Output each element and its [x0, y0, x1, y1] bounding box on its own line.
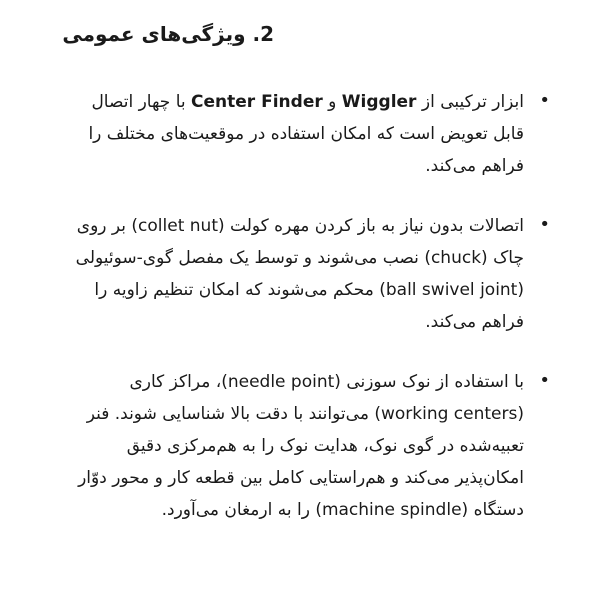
section-heading: 2. ویژگی‌های عمومی — [62, 22, 274, 46]
bullet-text: با استفاده از نوک سوزنی (needle point)، مراکز کاری (working centers) می‌توانند با دقت بالا شناسایی شوند. فنر تعبیه‌شده در گوی نوک، هدایت نوک را به هم‌مرکزی دقیق امکان‌پذیر می‌کند و هم‌راستایی کامل بین قطعه کار و محور دوّار دستگاه (machine spindle) را به ارمغان می‌آورد. — [78, 372, 524, 520]
bullet-icon: • — [539, 214, 550, 235]
feature-list — [74, 86, 550, 554]
bullet-text-part: با چهار اتصال قابل تعویض است که امکان استفاده در موقعیت‌های مختلف را فراهم می‌کند. — [88, 92, 524, 176]
list-item — [74, 86, 550, 182]
list-item — [74, 210, 550, 338]
bullet-text-part: و — [322, 92, 342, 112]
bullet-text: اتصالات بدون نیاز به باز کردن مهره کولت (collet nut) بر روی چاک (chuck) نصب می‌شوند و توسط یک مفصل گوی-سوئیولی (ball swivel joint) محکم می‌شوند که امکان تنظیم زاویه را فراهم می‌کند. — [75, 216, 524, 332]
bullet-text — [74, 86, 524, 182]
list-item — [74, 366, 550, 526]
bullet-icon: • — [539, 370, 550, 391]
bullet-text-part: ابزار ترکیبی از — [416, 92, 524, 112]
term-center-finder: Center Finder — [191, 92, 323, 112]
bullet-icon: • — [539, 90, 550, 111]
term-wiggler: Wiggler — [341, 92, 417, 112]
